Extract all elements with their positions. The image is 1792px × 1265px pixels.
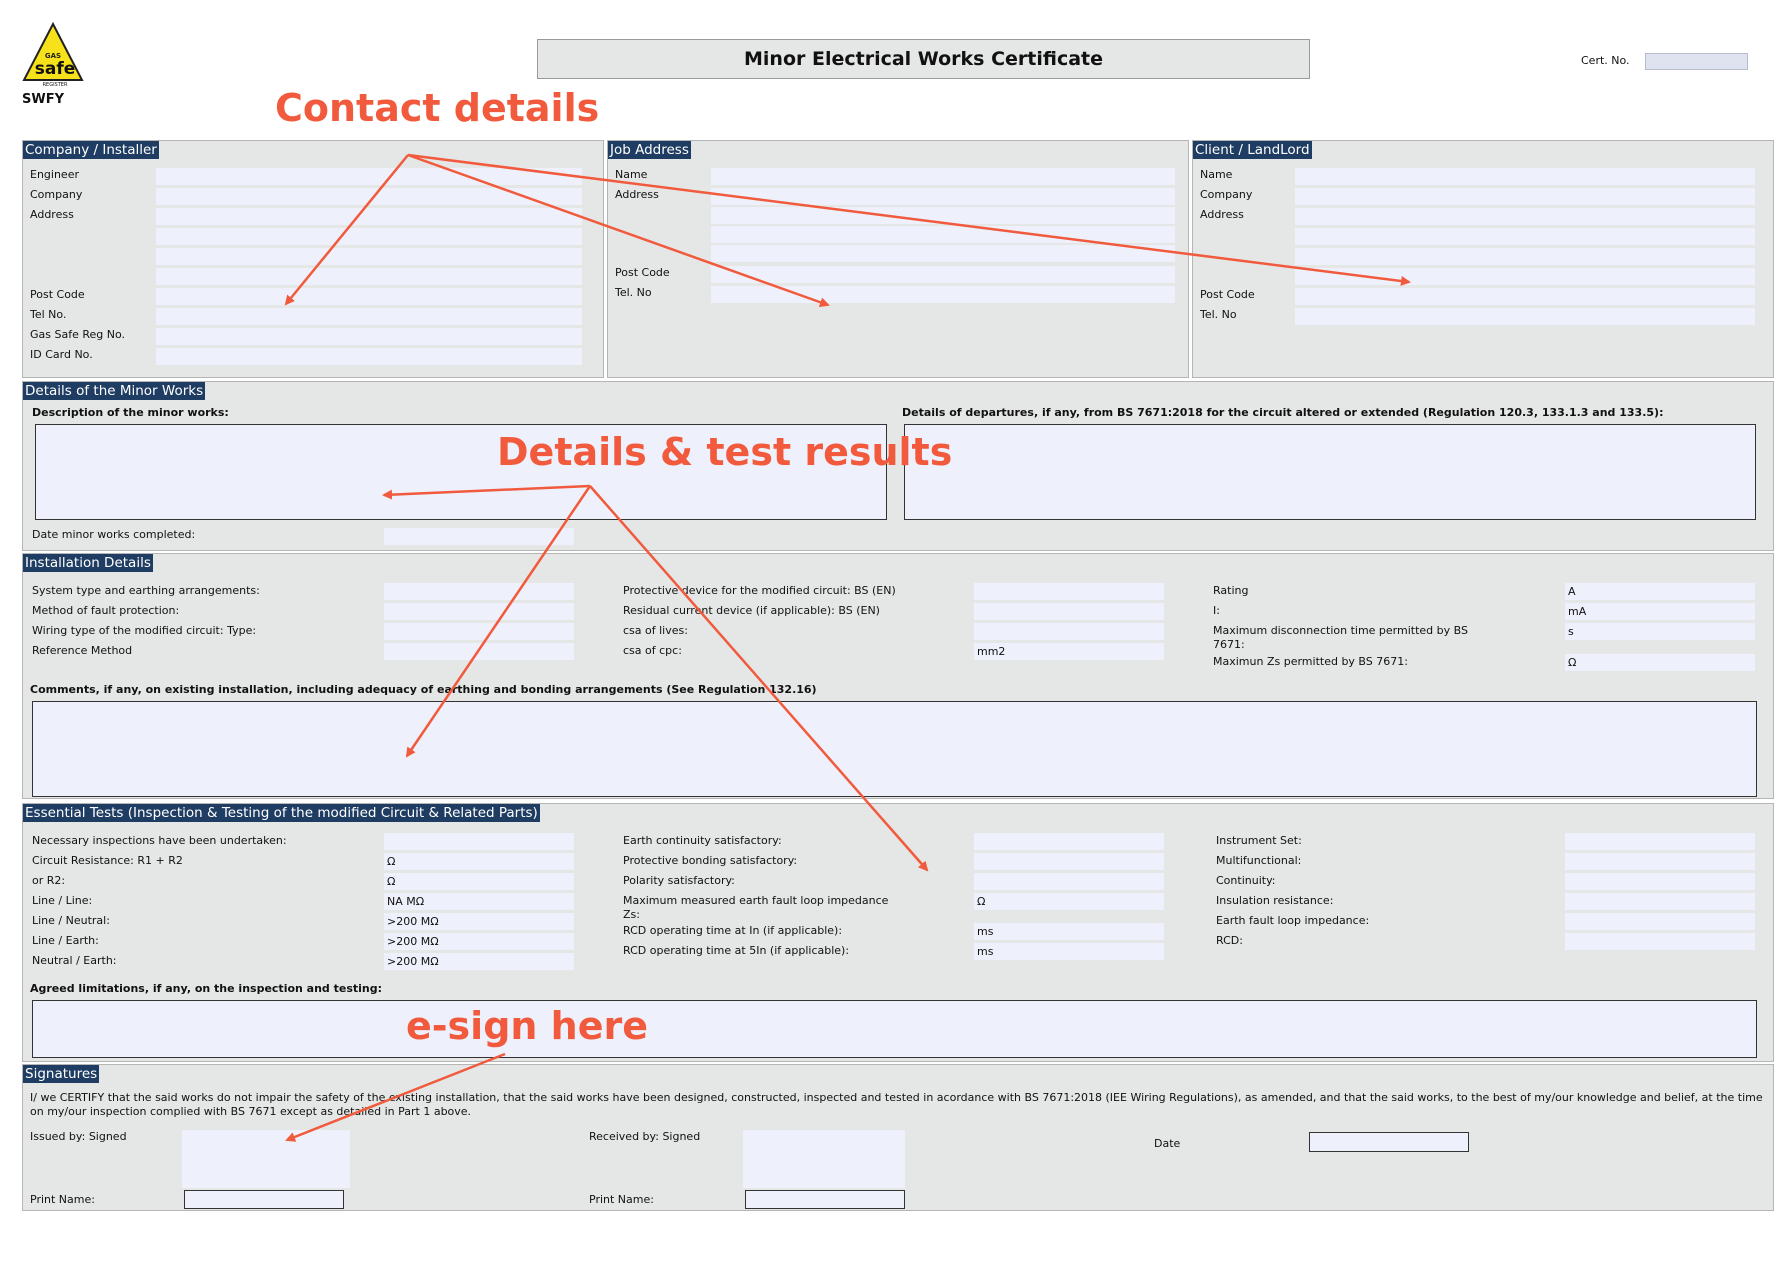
rcd-time-5in-field[interactable]: ms [974,943,1164,960]
max-zs-field[interactable]: Ω [1565,654,1755,671]
client-tel-label: Tel. No [1200,308,1237,321]
job-post-code-label: Post Code [615,266,670,279]
disconnection-time-field[interactable]: s [1565,623,1755,640]
departures-textarea[interactable] [904,424,1756,520]
received-signature-box[interactable] [743,1130,905,1188]
inst-col2-label-1: Residual current device (if applicable): BS (EN) [623,604,880,617]
inst-col3-label-0: Rating [1213,584,1249,597]
client-company-field[interactable] [1295,188,1755,205]
client-address-field-4[interactable] [1295,268,1755,285]
test-col3-label-2: Continuity: [1216,874,1276,887]
cert-no-label: Cert. No. [1581,54,1630,67]
polarity-field[interactable] [974,873,1164,890]
issued-print-name-field[interactable] [184,1190,344,1209]
rating-field[interactable]: A [1565,583,1755,600]
inst-col2-label-3: csa of cpc: [623,644,682,657]
address-field-4[interactable] [156,268,582,285]
job-name-field[interactable] [711,168,1175,185]
client-landlord-panel [1192,140,1774,378]
earthing-arrangements-field[interactable] [384,583,574,600]
description-label: Description of the minor works: [32,406,229,419]
received-by-label: Received by: Signed [589,1130,701,1143]
gas-safe-reg-label: Gas Safe Reg No. [30,328,126,341]
section-title-tests: Essential Tests (Inspection & Testing of the modified Circuit & Related Parts) [25,805,538,821]
inspections-undertaken-field[interactable] [384,833,574,850]
client-name-field[interactable] [1295,168,1755,185]
line-line-field[interactable]: NA MΩ [384,893,574,910]
id-card-field[interactable] [156,348,582,365]
callout-details-test-results: Details & test results [497,430,953,474]
inst-col1-label-3: Reference Method [32,644,133,657]
page-title: Minor Electrical Works Certificate [537,39,1310,79]
rcd-time-in-field[interactable]: ms [974,923,1164,940]
limitations-label: Agreed limitations, if any, on the inspection and testing: [30,982,383,995]
inst-col1-label-2: Wiring type of the modified circuit: Type: [32,624,257,637]
max-zs-measured-field[interactable]: Ω [974,893,1164,910]
test-col3-label-4: Earth fault loop impedance: [1216,914,1370,927]
test-col2-label-0: Earth continuity satisfactory: [623,834,782,847]
section-title-minor-works: Details of the Minor Works [25,383,204,399]
tel-field[interactable] [156,308,582,325]
earth-continuity-field[interactable] [974,833,1164,850]
logo-register-text: REGISTER [42,82,68,88]
certify-text: I/ we CERTIFY that the said works do not impair the safety of the existing installation, that the said works have been designed, constructed, inspected and tested in acordance with BS 7671:2018 (IEE Wiring Regulations), as amended, and that the said works, to the best of my/our knowledge and belief, at the time on my/our inspection complied with BS 7671 except as detailed in Part 1 above. [30,1091,1763,1118]
test-col2-label-2: Polarity satisfactory: [623,874,735,887]
section-title-installation: Installation Details [25,555,151,571]
test-col3-label-1: Multifunctional: [1216,854,1302,867]
rcd-bs-field[interactable] [974,603,1164,620]
limitations-textarea[interactable] [32,1000,1757,1058]
test-col1-label-4: Line / Neutral: [32,914,110,927]
address-field-1[interactable] [156,208,582,225]
logo-safe-text: safe [34,59,76,79]
test-col1-label-3: Line / Line: [32,894,93,907]
received-print-name-field[interactable] [745,1190,905,1209]
inst-col3-label-2: Maximum disconnection time permitted by BS 7671: [1213,624,1468,651]
test-col1-label-1: Circuit Resistance: R1 + R2 [32,854,183,867]
job-address-field-4[interactable] [711,245,1175,262]
rcd-instrument-field[interactable] [1565,933,1755,950]
company-label: Company [30,188,83,201]
company-field[interactable] [156,188,582,205]
print-name-label-1: Print Name: [30,1193,95,1206]
client-address-label: Address [1200,208,1244,221]
inst-col3-label-3: Maximun Zs permitted by BS 7671: [1213,655,1408,668]
rcd-current-field[interactable]: mA [1565,603,1755,620]
client-address-field-1[interactable] [1295,208,1755,225]
test-col2-label-4: RCD operating time at In (if applicable): [623,924,843,937]
r1-r2-field[interactable]: Ω [384,853,574,870]
csa-lives-field[interactable] [974,623,1164,640]
reference-method-field[interactable] [384,643,574,660]
issued-signature-box[interactable] [182,1130,350,1188]
comments-label: Comments, if any, on existing installation, including adequacy of earthing and bonding arrangements (See Regulation 132.16) [30,683,817,696]
client-company-label: Company [1200,188,1253,201]
protective-device-field[interactable] [974,583,1164,600]
issued-by-label: Issued by: Signed [30,1130,127,1143]
protective-bonding-field[interactable] [974,853,1164,870]
inst-col3-label-1: I: [1213,604,1220,617]
section-title-job: Job Address [610,142,689,158]
company-installer-panel [22,140,604,378]
section-title-signatures: Signatures [25,1066,98,1082]
section-title-company: Company / Installer [25,142,157,158]
test-col3-label-3: Insulation resistance: [1216,894,1334,907]
id-card-label: ID Card No. [30,348,93,361]
client-address-field-3[interactable] [1295,248,1755,265]
cert-no-field[interactable] [1645,53,1748,70]
brand-name: SWFY [22,92,64,107]
job-address-field-1[interactable] [711,188,1175,205]
job-name-label: Name [615,168,648,181]
callout-esign-here: e-sign here [406,1004,649,1048]
neutral-earth-field[interactable]: >200 MΩ [384,953,574,970]
test-col1-label-6: Neutral / Earth: [32,954,117,967]
gas-safe-logo [22,22,84,92]
address-field-2[interactable] [156,228,582,245]
test-col2-label-5: RCD operating time at 5In (if applicable): [623,944,850,957]
signatures-panel [22,1064,1774,1211]
instrument-set-field[interactable] [1565,833,1755,850]
callout-contact-details: Contact details [275,86,600,130]
job-address-field-2[interactable] [711,207,1175,224]
inst-col2-label-0: Protective device for the modified circuit: BS (EN) [623,584,896,597]
test-col1-label-5: Line / Earth: [32,934,99,947]
signature-date-field[interactable] [1309,1132,1469,1152]
client-tel-field[interactable] [1295,308,1755,325]
installation-details-panel [22,553,1774,799]
job-tel-label: Tel. No [615,286,652,299]
job-address-field-3[interactable] [711,226,1175,243]
inst-col2-label-2: csa of lives: [623,624,688,637]
address-label: Address [30,208,74,221]
test-col2-label-3: Maximum measured earth fault loop impedance Zs: [623,894,889,921]
print-name-label-2: Print Name: [589,1193,654,1206]
gas-safe-reg-field[interactable] [156,328,582,345]
post-code-field[interactable] [156,288,582,305]
csa-cpc-field[interactable]: mm2 [974,643,1164,660]
inst-col1-label-1: Method of fault protection: [32,604,180,617]
address-field-3[interactable] [156,248,582,265]
continuity-instrument-field[interactable] [1565,873,1755,890]
date-completed-field[interactable] [384,528,574,545]
date-label: Date [1154,1137,1181,1150]
test-col2-label-1: Protective bonding satisfactory: [623,854,798,867]
section-title-client: Client / LandLord [1195,142,1310,158]
job-address-label: Address [615,188,659,201]
wiring-type-field[interactable] [384,623,574,640]
inst-col1-label-0: System type and earthing arrangements: [32,584,260,597]
comments-textarea[interactable] [32,701,1757,797]
test-col1-label-2: or R2: [32,874,66,887]
client-name-label: Name [1200,168,1233,181]
line-neutral-field[interactable]: >200 MΩ [384,913,574,930]
test-col3-label-5: RCD: [1216,934,1243,947]
job-tel-field[interactable] [711,286,1175,303]
date-completed-label: Date minor works completed: [32,528,196,541]
tel-label: Tel No. [30,308,67,321]
logo-gas-text: GAS [44,52,62,60]
job-address-panel [607,140,1189,378]
loop-impedance-instrument-field[interactable] [1565,913,1755,930]
essential-tests-panel [22,803,1774,1062]
test-col1-label-0: Necessary inspections have been undertaken: [32,834,287,847]
client-post-code-label: Post Code [1200,288,1255,301]
engineer-label: Engineer [30,168,79,181]
fault-protection-field[interactable] [384,603,574,620]
multifunctional-field[interactable] [1565,853,1755,870]
client-post-code-field[interactable] [1295,288,1755,305]
post-code-label: Post Code [30,288,85,301]
insulation-instrument-field[interactable] [1565,893,1755,910]
test-col3-label-0: Instrument Set: [1216,834,1302,847]
r2-field[interactable]: Ω [384,873,574,890]
line-earth-field[interactable]: >200 MΩ [384,933,574,950]
engineer-field[interactable] [156,168,582,185]
client-address-field-2[interactable] [1295,228,1755,245]
departures-label: Details of departures, if any, from BS 7671:2018 for the circuit altered or extended (Regulation 120.3, 133.1.3 and 133.5): [902,406,1664,419]
job-post-code-field[interactable] [711,266,1175,283]
